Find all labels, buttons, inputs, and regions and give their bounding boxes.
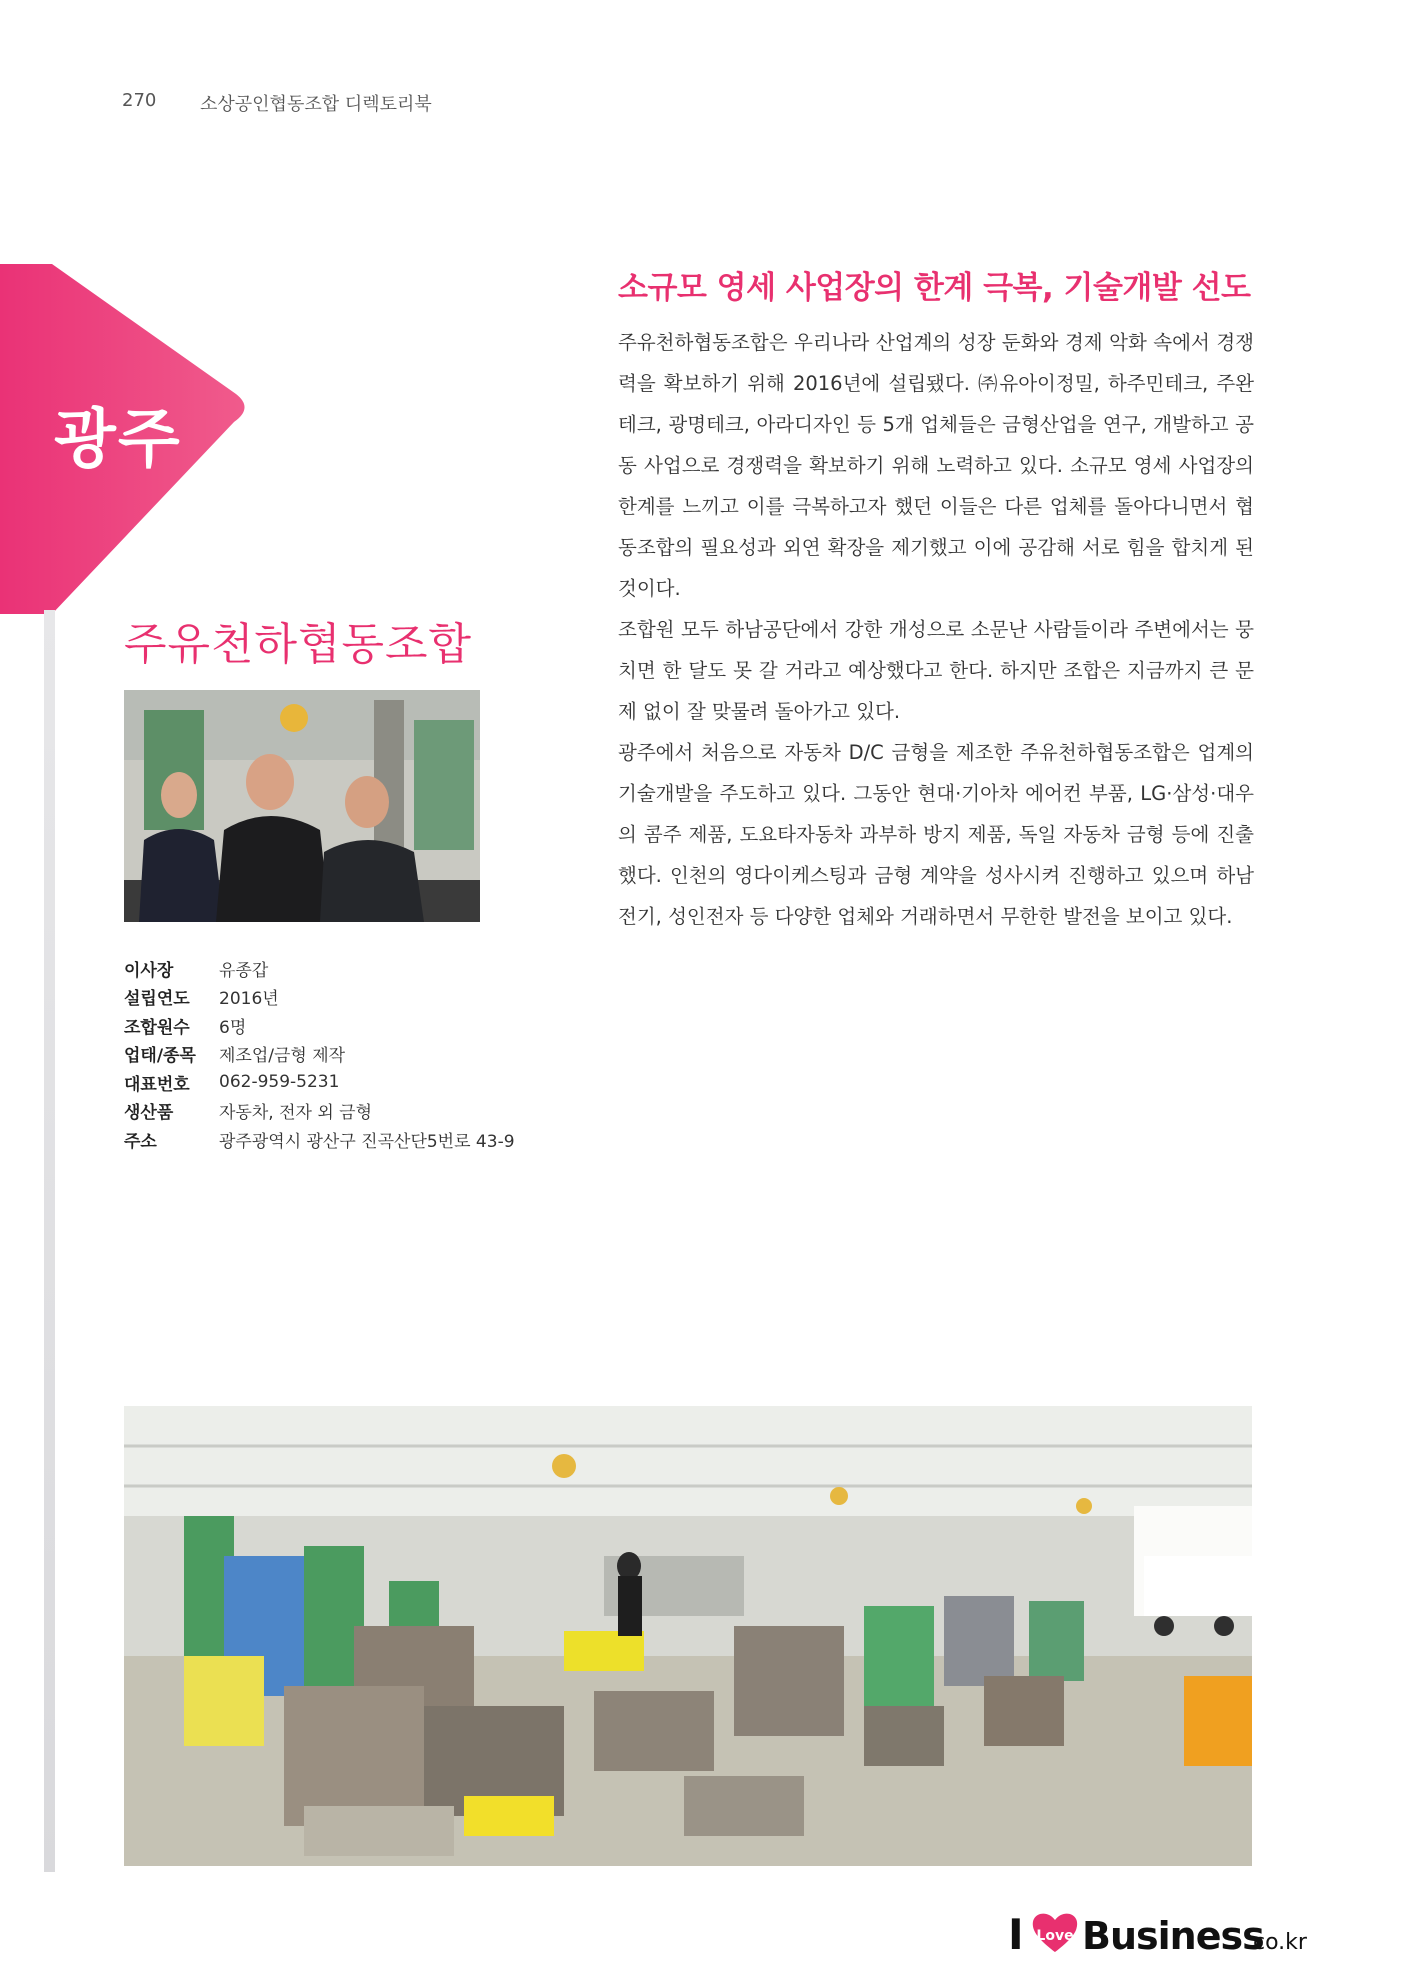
organization-info	[124, 954, 515, 1154]
brand-logo	[1008, 1904, 1308, 1960]
factory-photo	[124, 1406, 1252, 1866]
info-label: 업태/종목	[124, 1046, 196, 1067]
brand-domain: .co.kr	[1246, 1930, 1307, 1955]
info-value: 유종갑	[219, 960, 269, 981]
info-row-phone	[124, 1068, 515, 1097]
info-value: 제조업/금형 제작	[219, 1046, 346, 1067]
info-value: 062-959-5231	[219, 1072, 340, 1093]
article-paragraph: 조합원 모두 하남공단에서 강한 개성으로 소문난 사람들이라 주변에서는 뭉치면 한 달도 못 갈 거라고 예상했다고 한다. 하지만 조합은 지금까지 큰 문제 없이 잘 맞물려 돌아가고 있다.	[618, 618, 1254, 723]
brand-i: I	[1008, 1910, 1024, 1959]
brand-love: Love	[1036, 1928, 1074, 1944]
article-paragraph: 광주에서 처음으로 자동차 D/C 금형을 제조한 주유천하협동조합은 업계의 기술개발을 주도하고 있다. 그동안 현대·기아차 에어컨 부품, LG·삼성·대우의 콤주 제품, 도요타자동차 과부하 방지 제품, 독일 자동차 금형 등에 진출했다. 인천의 영다이케스팅과 금형 계약을 성사시켜 진행하고 있으며 하남전기, 성인전자 등 다양한 업체와 거래하면서 무한한 발전을 보이고 있다.	[618, 741, 1254, 928]
info-label: 설립연도	[124, 989, 190, 1010]
info-value: 2016년	[219, 989, 279, 1010]
page-number: 270	[122, 90, 157, 111]
info-label: 생산품	[124, 1103, 174, 1124]
info-row-founded	[124, 983, 515, 1012]
brand-business: Business	[1082, 1914, 1264, 1958]
info-label: 이사장	[124, 960, 174, 981]
info-value: 6명	[219, 1017, 247, 1038]
article-headline: 소규모 영세 사업장의 한계 극복, 기술개발 선도	[618, 270, 1251, 306]
info-row-chairman	[124, 954, 515, 983]
article-body	[618, 322, 1254, 937]
info-label: 조합원수	[124, 1017, 190, 1038]
staff-photo	[124, 690, 480, 922]
info-label: 주소	[124, 1131, 157, 1152]
info-row-members	[124, 1011, 515, 1040]
info-row-address	[124, 1125, 515, 1154]
info-label: 대표번호	[124, 1074, 190, 1095]
article-paragraph: 주유천하협동조합은 우리나라 산업계의 성장 둔화와 경제 악화 속에서 경쟁력을 확보하기 위해 2016년에 설립됐다. ㈜유아이정밀, 하주민테크, 주완테크, 광명테크, 아라디자인 등 5개 업체들은 금형산업을 연구, 개발하고 공동 사업으로 경쟁력을 확보하기 위해 노력하고 있다. 소규모 영세 사업장의 한계를 느끼고 이를 극복하고자 했던 이들은 다른 업체를 돌아다니면서 협동조합의 필요성과 외연 확장을 제기했고 이에 공감해 서로 힘을 합치게 된 것이다.	[618, 331, 1254, 600]
book-title: 소상공인협동조합 디렉토리북	[200, 94, 432, 115]
info-row-business-type	[124, 1040, 515, 1069]
info-value: 자동차, 전자 외 금형	[219, 1103, 372, 1124]
info-row-products	[124, 1097, 515, 1126]
side-bar	[44, 610, 55, 1872]
organization-title: 주유천하협동조합	[124, 619, 473, 670]
region-label: 광주	[54, 403, 182, 477]
info-value: 광주광역시 광산구 진곡산단5번로 43-9	[219, 1131, 515, 1152]
